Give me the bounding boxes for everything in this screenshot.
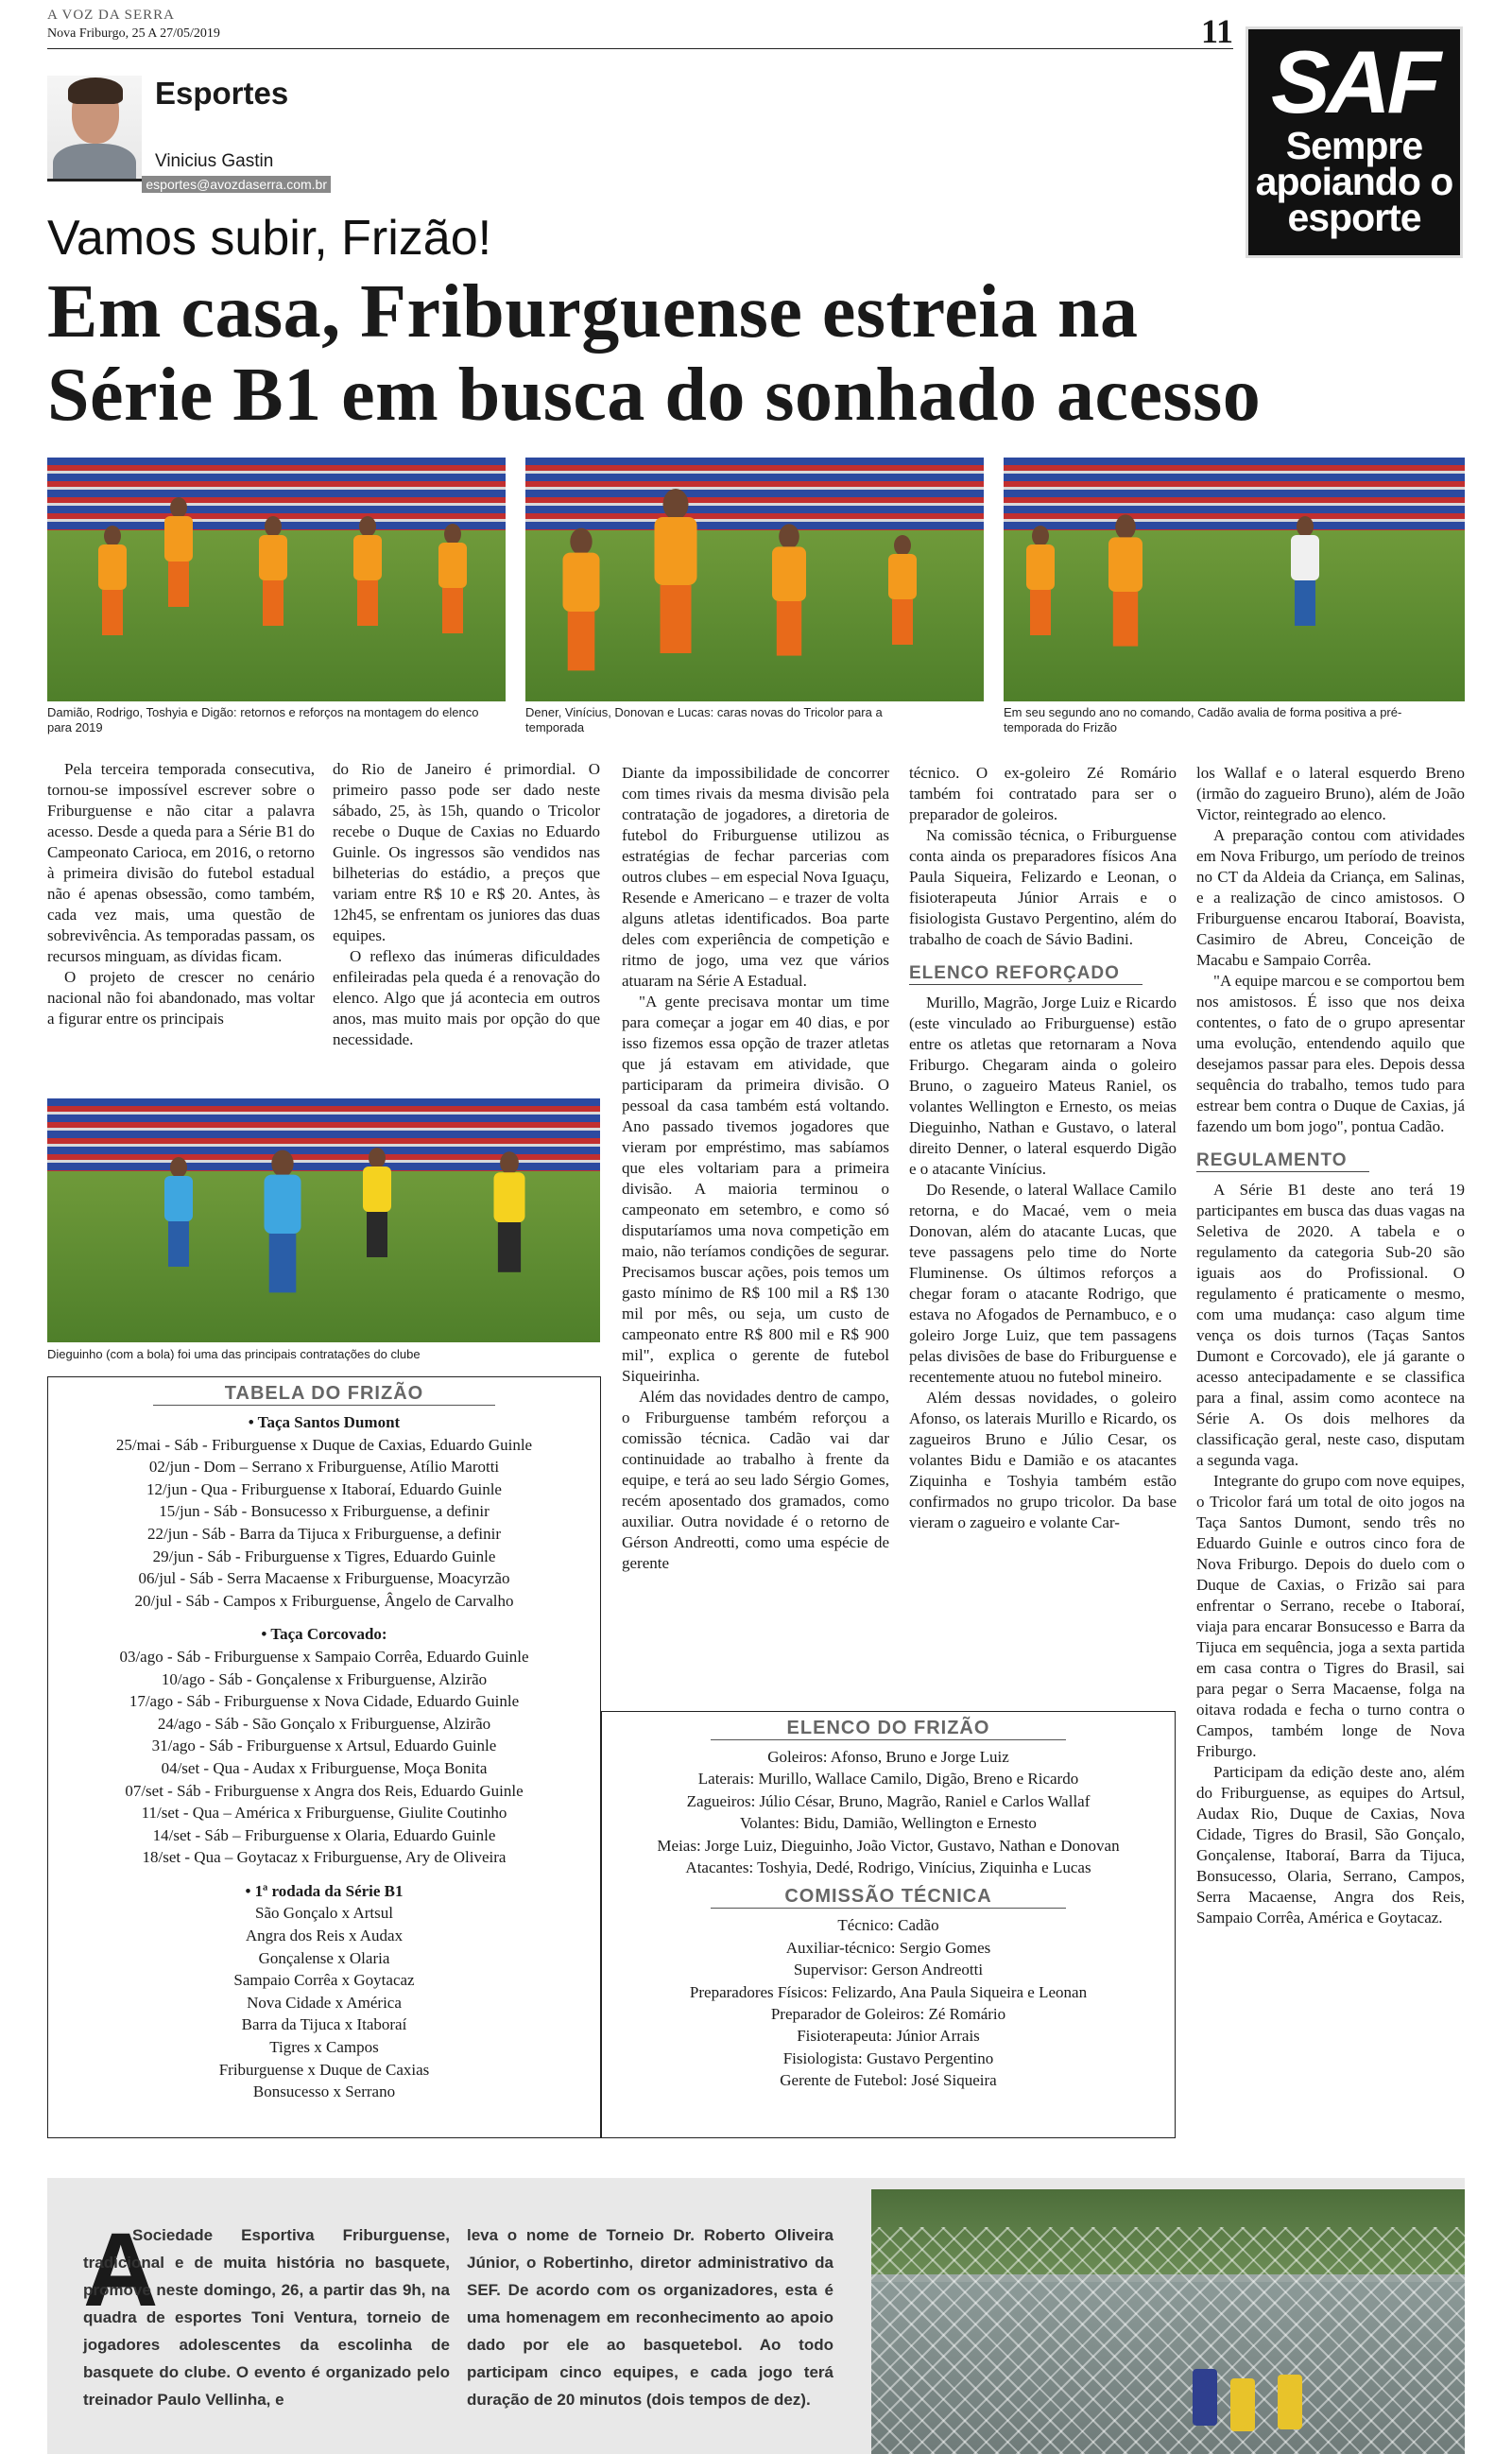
paragraph: O projeto de crescer no cenário nacional não foi abandonado, mas voltar a figurar entre os principais: [47, 968, 315, 1028]
saf-slogan-line-2: apoiando o: [1255, 160, 1453, 203]
squad-line: Zagueiros: Júlio César, Bruno, Magrão, Raniel e Carlos Wallaf: [686, 1791, 1091, 1810]
saf-logo-box: [1246, 26, 1463, 258]
footer-column-1: [83, 2212, 450, 2413]
squad-line: Goleiros: Afonso, Bruno e Jorge Luiz: [767, 1748, 1009, 1766]
fixture-line: Angra dos Reis x Audax: [245, 1927, 404, 1945]
staff-line: Supervisor: Gerson Andreotti: [793, 1961, 984, 1979]
author-email[interactable]: esportes@avozdaserra.com.br: [142, 176, 331, 193]
headline-line-2: Série B1 em busca do sonhado acesso: [47, 354, 1262, 437]
paragraph: A preparação contou com atividades em Nova Friburgo, um período de treinos no CT da Aldeia da Criança, em Salinas, e a realização de cinco amistosos. O Friburguense encarou Itaboraí, Boavista, Casimiro de Abreu, Conceição de Macabu e Sampaio Corrêa.: [1196, 826, 1465, 969]
author-name: Vinicius Gastin: [155, 151, 274, 171]
fixture-line: Bonsucesso x Serrano: [252, 2082, 396, 2101]
paragraph: Do Resende, o lateral Wallace Camilo retorna, e do Macaé, vem o meia Donovan, além do atacante Lucas, que teve passagens pelo time do Norte Fluminense. Os últimos reforços a chegar foram o atacante Rodrigo, que estava no Afogados de Pernambuco, e o goleiro Jorge Luiz, que tem passagens pelas divisões de base do Friburguense e recentemente atuou no futebol mineiro.: [909, 1181, 1177, 1386]
tabela-title: TABELA DO FRIZÃO: [153, 1383, 495, 1406]
fixture-line: 24/ago - Sáb - São Gonçalo x Friburguense, Alzirão: [157, 1714, 491, 1733]
fixture-line: 04/set - Qua - Audax x Friburguense, Moça Bonita: [161, 1758, 488, 1777]
photo-4-caption: Dieguinho (com a bola) foi uma das principais contratações do clube: [47, 1347, 421, 1361]
subhead-elenco: ELENCO REFORÇADO: [909, 963, 1143, 985]
fixture-line: Friburguense x Duque de Caxias: [218, 2060, 430, 2079]
paragraph: los Wallaf e o lateral esquerdo Breno (irmão do zagueiro Bruno), além de João Victor, reintegrado ao elenco.: [1196, 764, 1465, 823]
training-photo-4: [47, 1098, 600, 1342]
paragraph: Integrante do grupo com nove equipes, o Tricolor fará um total de oito jogos na Taça Santos Dumont, sendo três no Eduardo Guinle e outros cinco fora de Nova Friburgo. Depois do duelo com o Duque de Caxias, o Frizão sai para enfrentar o Serrano, recebe o Itaboraí, viaja para encarar Bonsucesso e Barra da Tijuca em sequência, joga a sexta partida em casa contra o Tigres do Brasil, sai para pegar o Serra Macaense, folga na oitava rodada e fecha o turno contra o Campos, também longe de Nova Friburgo.: [1196, 1472, 1465, 1760]
fixture-line: 06/jul - Sáb - Serra Macaense x Friburguense, Moacyrzão: [138, 1569, 510, 1588]
staff-line: Auxiliar-técnico: Sergio Gomes: [785, 1938, 991, 1957]
kicker: Vamos subir, Frizão!: [47, 211, 492, 266]
fixture-line: 18/set - Qua – Goytacaz x Friburguense, Ary de Oliveira: [142, 1848, 507, 1867]
fixture-line: Barra da Tijuca x Itaboraí: [241, 2015, 407, 2034]
section-title: Esportes: [155, 76, 289, 111]
staff-line: Fisioterapeuta: Júnior Arrais: [797, 2027, 980, 2046]
drop-cap: A: [83, 2212, 159, 2328]
masthead: [47, 8, 1233, 49]
paragraph: O reflexo das inúmeras dificuldades enfileiradas pela queda é a renovação do elenco. Algo que já acontecia em outros anos, mas muito mais por opção do que necessidade.: [333, 947, 600, 1048]
subhead-regulamento: REGULAMENTO: [1196, 1150, 1369, 1172]
squad-line: Atacantes: Toshyia, Dedé, Rodrigo, Vinícius, Ziquinha e Lucas: [685, 1858, 1091, 1877]
fixture-line: 03/ago - Sáb - Friburguense x Sampaio Corrêa, Eduardo Guinle: [119, 1647, 529, 1666]
photo-2-caption: Dener, Vinícius, Donovan e Lucas: caras novas do Tricolor para a temporada: [525, 705, 883, 734]
footer-text-2: leva o nome de Torneio Dr. Roberto Oliveira Júnior, o Robertinho, diretor administrativo da SEF. De acordo com os organizadores, esta é uma homenagem em reconhecimento ao apoio dado por ele ao basquetebol. Ao todo participam cinco equipes, e cada jogo terá duração de 20 minutos (dois tempos de dez).: [467, 2226, 833, 2409]
comissao-title: COMISSÃO TÉCNICA: [711, 1886, 1066, 1909]
headline-line-1: Em casa, Friburguense estreia na: [47, 270, 1139, 354]
comissao-list: [602, 1914, 1175, 2091]
saf-logo: SAF: [1271, 32, 1437, 131]
fixture-line: 20/jul - Sáb - Campos x Friburguense, Ângelo de Carvalho: [134, 1591, 514, 1610]
tabela-list: [48, 1411, 600, 2103]
fixture-line: Nova Cidade x América: [247, 1993, 402, 2012]
fixture-line: 29/jun - Sáb - Friburguense x Tigres, Eduardo Guinle: [152, 1547, 496, 1565]
cup-1-games: [48, 1434, 600, 1613]
fixture-line: 10/ago - Sáb - Gonçalense x Friburguense, Alzirão: [161, 1669, 488, 1688]
fixture-line: 22/jun - Sáb - Barra da Tijuca x Friburguense, a definir: [146, 1524, 502, 1543]
paragraph: Murillo, Magrão, Jorge Luiz e Ricardo (este vinculado ao Friburguense) estão entre os atletas que retornaram a Nova Friburgo. Chegaram ainda o goleiro Bruno, o zagueiro Mateus Raniel, os volantes Wellington e Ernesto, os meias Dieguinho, Nathan e Gustavo, o lateral direito Denner, o lateral esquerdo Digão e o atacante Vinícius.: [909, 994, 1177, 1178]
paragraph: "A equipe marcou e se comportou bem nos amistosos. É isso que nos deixa contentes, o fato de o grupo apresentar uma evolução, entendendo aquilo que desejamos passar para eles. Depois dessa sequência do trabalho, temos tudo para estrear bem contra o Duque de Caxias, já fazendo um bom jogo", pontua Cadão.: [1196, 972, 1465, 1135]
staff-line: Técnico: Cadão: [837, 1916, 939, 1935]
paragraph: do Rio de Janeiro é primordial. O primeiro passo pode ser dado neste sábado, 25, às 15h, quando o Tricolor recebe o Duque de Caxias no Eduardo Guinle. Os ingressos são vendidos nas bilheterias do estádio, a preços que variam entre R$ 10 e R$ 20. Antes, às 12h45, se enfrentam os juniores das duas equipes.: [333, 760, 600, 944]
elenco-box: [601, 1711, 1176, 2138]
footer-column-2: [467, 2221, 833, 2413]
staff-line: Preparador de Goleiros: Zé Romário: [770, 2005, 1006, 2024]
paragraph: Na comissão técnica, o Friburguense conta ainda os preparadores físicos Ana Paula Siqueira, Felizardo e Leonan, o fisioterapeuta Júnior Arrais e o fisiologista Gustavo Pergentino, além do trabalho de coach de Sávio Badini.: [909, 826, 1177, 948]
page-number: 11: [1200, 12, 1233, 50]
basketball-court-photo: [871, 2189, 1465, 2454]
paragraph: Pela terceira temporada consecutiva, tornou-se impossível escrever sobre o Friburguense e não citar a palavra acesso. Desde a queda para a Série B1 do Campeonato Carioca, em 2016, o retorno à primeira divisão do futebol estadual não é apenas obsessão, como também, cada vez mais, uma questão de sobrevivência. As temporadas passam, os recursos minguam, as dívidas ficam.: [47, 760, 315, 965]
fixture-line: São Gonçalo x Artsul: [255, 1904, 393, 1923]
cup-2-games: [48, 1646, 600, 1869]
staff-line: Gerente de Futebol: José Siqueira: [780, 2071, 997, 2090]
article-column-5: [1196, 763, 1465, 1928]
tabela-box: [47, 1376, 601, 2138]
elenco-title: ELENCO DO FRIZÃO: [711, 1718, 1066, 1740]
photo-1-caption: Damião, Rodrigo, Toshyia e Digão: retornos e reforços na montagem do elenco para 2019: [47, 705, 479, 734]
fixture-line: 11/set - Qua – América x Friburguense, Giulite Coutinho: [141, 1804, 507, 1823]
fixture-line: 25/mai - Sáb - Friburguense x Duque de Caxias, Eduardo Guinle: [115, 1435, 533, 1454]
cup-title-santos-dumont: • Taça Santos Dumont: [248, 1413, 401, 1431]
training-photo-3: [1004, 458, 1465, 701]
elenco-list: [602, 1746, 1175, 1878]
staff-line: Preparadores Físicos: Felizardo, Ana Paula Siqueira e Leonan: [689, 1982, 1088, 2001]
paragraph: "A gente precisava montar um time para começar a jogar em 40 dias, e por isso fizemos essa opção de trazer atletas que já estavam em atividade, que participaram da primeira divisão. O pessoal da casa também está voltando. Ano passado tivemos jogadores que vieram por empréstimo, mas sabíamos que eles voltariam para a primeira divisão. A maioria terminou o campeonato em setembro, e como só disputaríamos uma nova competição em maio, não teríamos condições de segurar. Precisamos buscar ações, pois temos um gasto mínimo de R$ 100 mil a R$ 130 mil por mês, ou seja, um custo de campeonato entre R$ 800 mil e R$ 900 mil", explica o gerente de futebol Siqueirinha.: [622, 993, 889, 1385]
paragraph: técnico. O ex-goleiro Zé Romário também foi contratado para ser o preparador de goleiros.: [909, 764, 1177, 823]
paragraph: Além dessas novidades, o goleiro Afonso, os laterais Murillo e Ricardo, os zagueiros Bruno e Júlio Cesar, os volantes Bidu e Damião e os atacantes Ziquinha e Toshyia também estão confirmados no grupo tricolor. Da base vieram o zagueiro e volante Car-: [909, 1389, 1177, 1531]
staff-line: Fisiologista: Gustavo Pergentino: [782, 2048, 994, 2067]
paragraph: Diante da impossibilidade de concorrer com times rivais da mesma divisão pela contratação de jogadores, a diretoria de futebol do Friburguense utilizou as estratégias de fechar parcerias com outros clubes – em especial Nova Iguaçu, Resende e Americano – e trazer de volta alguns atletas identificados. Boa parte deles com experiência de competição e ritmo de jogo, uma vez que vários atuaram na Série A Estadual.: [622, 764, 889, 990]
author-photo: [47, 76, 142, 181]
paragraph: A Série B1 deste ano terá 19 participantes em busca das duas vagas na Seletiva de 2020. A tabela e o regulamento da categoria Sub-20 são iguais aos do Profissional. O regulamento é praticamente o mesmo, com uma mudança: caso algum time vença os dois turnos (Taças Santos Dumont e Corcovado), ele já garante o acesso antecipadamente e se classifica para a final, assim como acontece na Série A. Os dois melhores da classificação geral, neste caso, disputam a segunda vaga.: [1196, 1181, 1465, 1469]
article-column-1: [47, 759, 315, 1029]
squad-line: Meias: Jorge Luiz, Dieguinho, João Victor, Gustavo, Nathan e Donovan: [657, 1836, 1120, 1855]
squad-line: Laterais: Murillo, Wallace Camilo, Digão, Breno e Ricardo: [697, 1770, 1079, 1789]
footer-text-1: Sociedade Esportiva Friburguense, tradicional e de muita história no basquete, promove neste domingo, 26, a partir das 9h, na quadra de esportes Toni Ventura, torneio de jogadores adolescentes da escolinha de basquete do clube. O evento é organizado pelo treinador Paulo Vellinha, e: [83, 2226, 450, 2409]
cup-title-serie-b1: • 1ª rodada da Série B1: [245, 1881, 404, 1900]
cup-3-games: [48, 1902, 600, 2102]
saf-slogan-line-3: esporte: [1287, 196, 1421, 239]
newspaper-name: A VOZ DA SERRA: [47, 8, 175, 23]
article-column-2: [333, 759, 600, 1050]
training-photo-2: [525, 458, 984, 701]
article-column-3: [622, 763, 889, 1574]
cup-title-corcovado: • Taça Corcovado:: [261, 1625, 387, 1644]
fixture-line: 15/jun - Sáb - Bonsucesso x Friburguense, a definir: [159, 1502, 490, 1521]
training-photo-1: [47, 458, 506, 701]
fixture-line: 31/ago - Sáb - Friburguense x Artsul, Eduardo Guinle: [151, 1737, 497, 1755]
squad-line: Volantes: Bidu, Damião, Wellington e Ernesto: [740, 1814, 1037, 1833]
edition-date: Nova Friburgo, 25 A 27/05/2019: [47, 26, 220, 41]
fixture-line: 14/set - Sáb – Friburguense x Olaria, Eduardo Guinle: [152, 1825, 496, 1844]
fixture-line: 02/jun - Dom – Serrano x Friburguense, Atílio Marotti: [148, 1458, 500, 1477]
paragraph: Além das novidades dentro de campo, o Friburguense também reforçou a comissão técnica. Cadão vai dar continuidade ao trabalho à frente da equipe, e terá ao seu lado Sérgio Gomes, recém aposentado dos gramados, como auxiliar. Outra novidade é o retorno de Gérson Andreotti, como uma espécie de gerente: [622, 1388, 889, 1572]
saf-slogan-line-1: Sempre: [1285, 124, 1423, 167]
fixture-line: 07/set - Sáb - Friburguense x Angra dos Reis, Eduardo Guinle: [125, 1781, 524, 1800]
photo-3-caption: Em seu segundo ano no comando, Cadão avalia de forma positiva a pré-temporada do Frizão: [1004, 705, 1402, 734]
paragraph: Participam da edição deste ano, além do Friburguense, as equipes do Artsul, Audax Rio, Duque de Caxias, Nova Cidade, Tigres do Brasil, São Gonçalo, Gonçalense, Itaboraí, Barra da Tijuca, Bonsucesso, Olaria, Serrano, Campos, Serra Macaense, Angra dos Reis, Sampaio Corrêa, América e Goytacaz.: [1196, 1763, 1465, 1927]
fixture-line: Tigres x Campos: [269, 2038, 379, 2057]
fixture-line: 17/ago - Sáb - Friburguense x Nova Cidade, Eduardo Guinle: [129, 1692, 520, 1711]
fixture-line: Sampaio Corrêa x Goytacaz: [233, 1971, 415, 1990]
fixture-line: 12/jun - Qua - Friburguense x Itaboraí, Eduardo Guinle: [146, 1479, 502, 1498]
fixture-line: Gonçalense x Olaria: [258, 1948, 390, 1967]
article-column-4: [909, 763, 1177, 1533]
headline: [47, 270, 1465, 437]
